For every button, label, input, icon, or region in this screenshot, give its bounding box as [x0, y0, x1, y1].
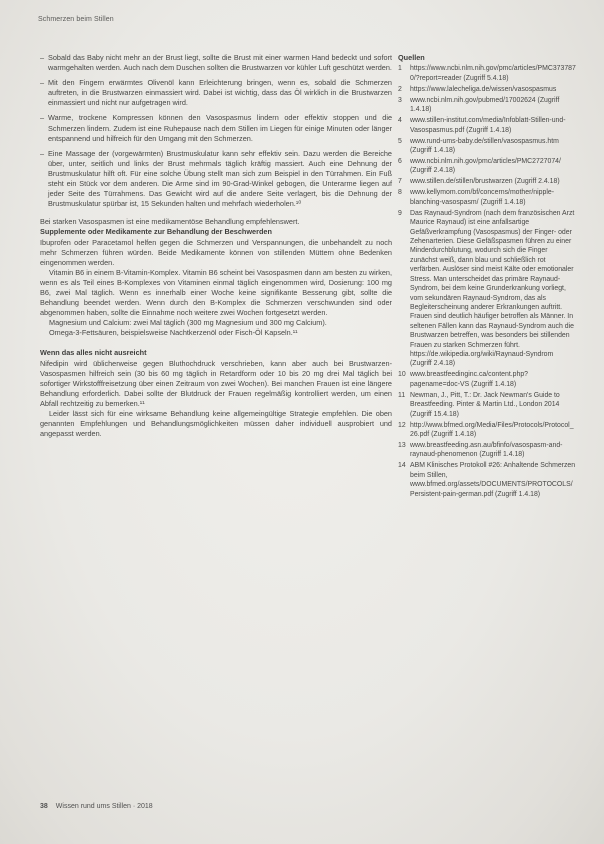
sources-heading: Quellen: [398, 53, 425, 62]
source-number: 14: [398, 462, 406, 470]
source-text: https://www.ncbi.nlm.nih.gov/pmc/articles/PMC3737870/?report=reader (Zugriff 5.4.18): [410, 65, 576, 82]
source-number: 11: [398, 391, 406, 399]
source-number: 1: [398, 65, 402, 73]
list-item: [40, 149, 392, 210]
source-text: www.ncbi.nlm.nih.gov/pubmed/17002624 (Zugriff 1.4.18): [410, 96, 560, 114]
source-item: [398, 137, 576, 156]
running-title: Schmerzen beim Stillen: [38, 16, 114, 23]
paragraph: Leider lässt sich für eine wirksame Behandlung keine allgemeingültige Strategie empfehlen. Die oben genannten Empfehlungen und Behandlungsmöglichkeiten müssen daher individuell ausprobiert und angepasst werden.: [40, 409, 392, 439]
source-number: 4: [398, 117, 402, 125]
section-heading-insufficient: Wenn das alles nicht ausreicht: [40, 348, 147, 358]
source-item: [398, 441, 576, 460]
source-text: http://www.bfmed.org/Media/Files/Protocols/Protocol_26.pdf (Zugriff 1.4.18): [410, 421, 574, 438]
source-number: 13: [398, 441, 406, 449]
source-item: [398, 157, 576, 176]
source-item: [398, 209, 576, 369]
source-text: Das Raynaud-Syndrom (nach dem französischen Arzt Maurice Raynaud) ist eine anfallsartige Gefäßverkrampfung (Vasospasmus) der Finger- oder Zehenarterien. Diese Gefäßspasmen führen zu einer Minderdurchblutung, wodurch sich die Finger zunächst weiß, dann blau und schließlich rot verfärben. Auslöser sind meist Kälte oder emotionaler Stress. Man unterscheidet das primäre Raynaud-Syndrom, bei dem keine Grunderkrankung vorliegt, vom sekundären Raynaud-Syndrom, das als Begleiterscheinung anderer Erkrankungen auftritt. Frauen sind deutlich häufiger betroffen als Männer. In seltenen Fällen kann das Raynaud-Syndrom auch die Brustwarzen betreffen, was besonders bei stillenden Frauen zu starken Schmerzen führt. https://de.wikipedia.org/wiki/Raynaud-Syndrom (Zugriff 2.4.18): [410, 209, 575, 368]
source-text: www.kellymom.com/bf/concerns/mother/nipple-blanching-vasospasm/ (Zugriff 1.4.18): [410, 189, 554, 206]
paragraph: Magnesium und Calcium: zwei Mal täglich (300 mg Magnesium und 300 mg Calcium).: [49, 318, 327, 328]
main-column: [40, 53, 392, 439]
page-footer: [40, 803, 153, 810]
list-item-text: Eine Massage der (vorgewärmten) Brustmuskulatur kann sehr effektiv sein. Dazu werden die Bereiche über, unter, seitlich und links der Brust mehrmals täglich kräftig massiert. Auch eine Dehnung der Brustmuskulatur hilft oft. Für eine solche Übung stellt man sich zum Beispiel in den Türrahmen. Ein Fuß steht ein Stück vor dem anderen. Die Arme sind im 90-Grad-Winkel gebogen, die Unterarme liegen auf jeder Seite des Türrahmens. Das Gewicht wird auf die andere Seite verlagert, bis die Dehnung der Brustmuskulatur spürbar ist, 15 Sekunden halten und mehrfach wiederholen.¹⁰: [48, 148, 392, 209]
source-item: [398, 116, 576, 135]
source-item: [398, 64, 576, 83]
section-heading-supplements: Supplemente oder Medikamente zur Behandlung der Beschwerden: [40, 227, 272, 237]
source-item: [398, 85, 576, 94]
source-item: [398, 188, 576, 207]
sources-list: [398, 64, 576, 499]
source-item: [398, 370, 576, 389]
source-number: 9: [398, 209, 402, 217]
list-item: [40, 113, 392, 143]
source-number: 3: [398, 96, 402, 104]
bullet-dash: –: [40, 148, 45, 158]
paragraph: Vitamin B6 in einem B-Vitamin-Komplex. Vitamin B6 scheint bei Vasospasmen dann am besten zu wirken, wenn es als Teil eines B-Komplexes von Vitaminen einmal täglich eingenommen wird, Dosierung: 100 mg B6, zwei Mal täglich. Wenn es innerhalb einer Woche keine signifikante Besserung gibt, sollte die Behandlung beendet werden. Wenn durch den B-Komplex die Schmerzen verschwunden sind oder abgenommen haben, sollte die Einnahme noch weitere zwei Wochen fortgesetzt werden.: [40, 267, 392, 318]
list-item: [40, 53, 392, 73]
source-item: [398, 96, 576, 115]
list-item-text: Warme, trockene Kompressen können den Vasospasmus lindern oder effektiv stoppen und die Schmerzen lindern. Zudem ist eine Ruhepause nach dem Stillen im Liegen für einige Minuten oder länger entspannend und hilfreich für den Umgang mit den Schmerzen.: [48, 113, 392, 143]
source-text: www.breastfeeding.asn.au/bfinfo/vasospasm-and-raynaud-phenomenon (Zugriff 1.4.18): [410, 441, 563, 459]
source-text: www.rund-ums-baby.de/stillen/vasospasmus.htm (Zugriff 1.4.18): [410, 137, 559, 155]
source-text: Newman, J., Pitt, T.: Dr. Jack Newman's Guide to Breastfeeding. Pinter & Martin Ltd., London 2014 (Zugriff 15.4.18): [410, 391, 560, 418]
bullet-dash: –: [40, 53, 45, 62]
bullet-dash: –: [40, 78, 45, 88]
source-item: [398, 461, 576, 499]
list-item-text: Sobald das Baby nicht mehr an der Brust liegt, sollte die Brust mit einer warmen Hand bedeckt und sofort warmgehalten werden. Auch nach dem Duschen sollten die Brustwarzen vor kühler Luft geschützt werden.: [48, 53, 392, 73]
bullet-dash: –: [40, 113, 45, 123]
tips-list: [40, 53, 392, 209]
list-item: [40, 78, 392, 108]
sources-column: [398, 53, 576, 501]
source-number: 6: [398, 158, 402, 166]
source-text: www.breastfeedinginc.ca/content.php?pagename=doc-VS (Zugriff 1.4.18): [410, 371, 528, 388]
paragraph: Omega-3-Fettsäuren, beispielsweise Nachtkerzenöl oder Fisch-Öl Kapseln.¹¹: [49, 328, 298, 338]
medication-note: Bei starken Vasospasmen ist eine medikamentöse Behandlung empfehlenswert.: [40, 217, 300, 227]
source-text: https://www.lalecheliga.de/wissen/vasospasmus: [410, 85, 557, 93]
page-number: 38: [40, 803, 48, 810]
source-number: 8: [398, 189, 402, 197]
source-text: www.stillen.de/stillen/brustwarzen (Zugriff 2.4.18): [410, 178, 560, 186]
list-item-text: Mit den Fingern erwärmtes Olivenöl kann Erleichterung bringen, wenn es, sobald die Schmerzen auftreten, in die Brustwarzen einmassiert wird. Dabei ist wichtig, dass das Öl wirklich in die Brustwarzen einmassiert und nicht nur aufgetragen wird.: [48, 78, 392, 108]
source-text: www.stillen-institut.com/media/Infoblatt-Stillen-und-Vasospasmus.pdf (Zugriff 1.4.18): [410, 117, 566, 134]
source-number: 12: [398, 421, 406, 429]
paragraph: Ibuprofen oder Paracetamol helfen gegen die Schmerzen und Verspannungen, die unbehandelt zu noch mehr Schmerzen führen würden. Beide Medikamente können von stillenden Müttern ohne Bedenken eingenommen werden.: [40, 237, 392, 267]
source-item: [398, 391, 576, 419]
source-number: 5: [398, 137, 402, 145]
source-text: ABM Klinisches Protokoll #26: Anhaltende Schmerzen beim Stillen, www.bfmed.org/assets/DOCUMENTS/PROTOCOLS/Persistent-pain-german.pdf (Zugriff 1.4.18): [410, 462, 576, 498]
source-item: [398, 177, 576, 186]
source-number: 2: [398, 85, 402, 93]
source-number: 10: [398, 371, 406, 379]
source-item: [398, 421, 576, 440]
paragraph: Nifedipin wird üblicherweise gegen Bluthochdruck verschrieben, kann aber auch bei Brustwarzen-Vasospasmen hilfreich sein (30 bis 60 mg täglich in Retardform oder 10 bis 20 mg drei Mal täglich bei sofortiger Wirkstofffreisetzung über einen Zeitraum von zwei Wochen). Bei manchen Frauen ist eine längere Behandlung erforderlich. Dabei sollte der Blutdruck der Frauen regelmäßig kontrolliert werden, um einen Abfall rechtzeitig zu bemerken.¹¹: [40, 358, 392, 408]
publication-title: Wissen rund ums Stillen · 2018: [55, 803, 153, 810]
source-number: 7: [398, 178, 402, 186]
source-text: www.ncbi.nlm.nih.gov/pmc/articles/PMC2727074/ (Zugriff 2.4.18): [410, 158, 561, 175]
